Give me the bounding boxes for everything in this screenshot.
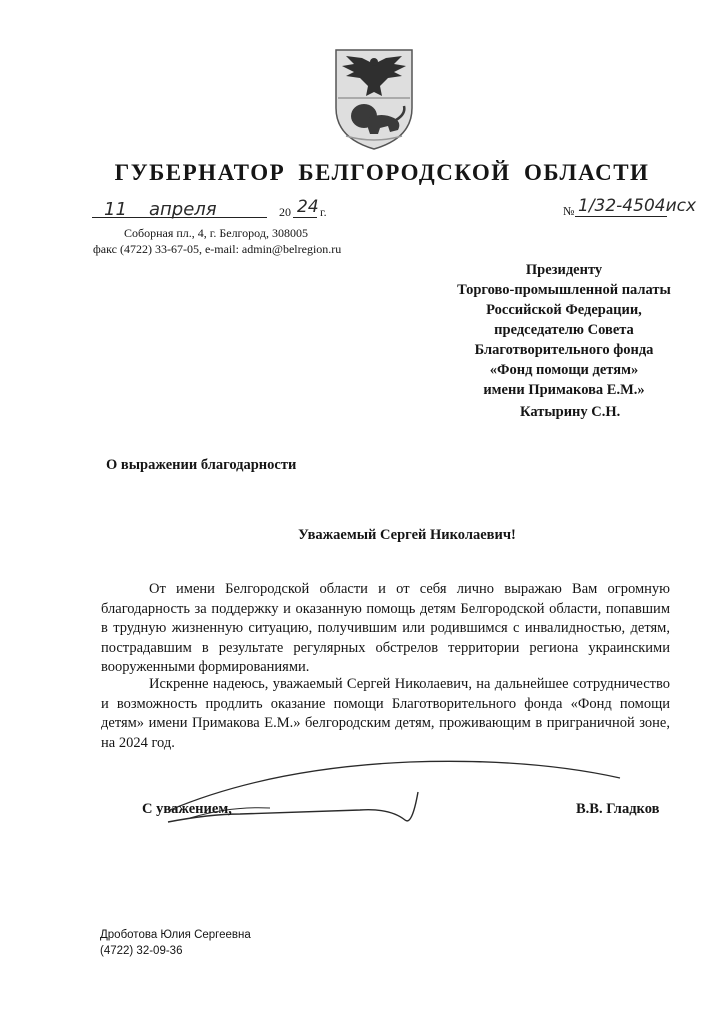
recipient-name: Катырину С.Н.	[520, 404, 621, 420]
body-paragraph: От имени Белгородской области и от себя лично выражаю Вам огромную благодарность за поддержку и оказанную помощь детям Белгородской области, попавшим в трудную жизненную ситуацию, получившим или родившимся с инвалидностью, детям, пострадавшим в результате регулярных обстрелов территории региона украинскими вооруженными формированиями.	[101, 581, 670, 675]
date-year-suffix: г.	[320, 205, 327, 219]
document-title: ГУБЕРНАТОР БЕЛГОРОДСКОЙ ОБЛАСТИ	[114, 160, 650, 185]
document-number: 1/32-4504исх	[578, 196, 697, 216]
number-underline	[575, 216, 667, 217]
handwritten-signature	[150, 748, 640, 838]
sender-contacts: факс (4722) 33-67-05, e-mail: admin@belregion.ru	[93, 242, 342, 256]
year-underline	[293, 217, 317, 218]
letter-subject: О выражении благодарности	[106, 457, 297, 473]
date-year: 24	[297, 197, 319, 217]
recipient-line: Президенту	[525, 262, 603, 278]
recipient-line: Благотворительного фонда	[474, 342, 654, 358]
coat-of-arms-emblem	[332, 46, 416, 152]
executor-name: Дроботова Юлия Сергеевна	[100, 929, 251, 941]
sender-address: Соборная пл., 4, г. Белгород, 308005	[124, 226, 308, 240]
recipient-line: имени Примакова Е.М.»	[483, 382, 645, 398]
closing-phrase: С уважением,	[142, 801, 232, 817]
document-number-prefix: №	[563, 204, 575, 218]
signer-name: В.В. Гладков	[576, 801, 660, 817]
recipient-line: Российской Федерации,	[486, 302, 642, 318]
letter-greeting: Уважаемый Сергей Николаевич!	[298, 527, 516, 543]
body-paragraph: Искренне надеюсь, уважаемый Сергей Николаевич, на дальнейшее сотрудничество и возможность продлить оказание помощи Благотворительного фонда «Фонд помощи детям» имени Примакова Е.М.» белгородским детям, проживающим в приграничной зоне, на 2024 год.	[101, 676, 670, 751]
recipient-line: председателю Совета	[494, 322, 634, 338]
recipient-block	[420, 260, 708, 400]
date-year-prefix: 20	[279, 205, 291, 219]
recipient-line: Торгово-промышленной палаты	[457, 282, 671, 298]
executor-phone: (4722) 32-09-36	[100, 945, 183, 957]
date-month: апреля	[149, 199, 217, 220]
recipient-line: «Фонд помощи детям»	[489, 362, 639, 378]
date-day: 11	[104, 199, 127, 220]
